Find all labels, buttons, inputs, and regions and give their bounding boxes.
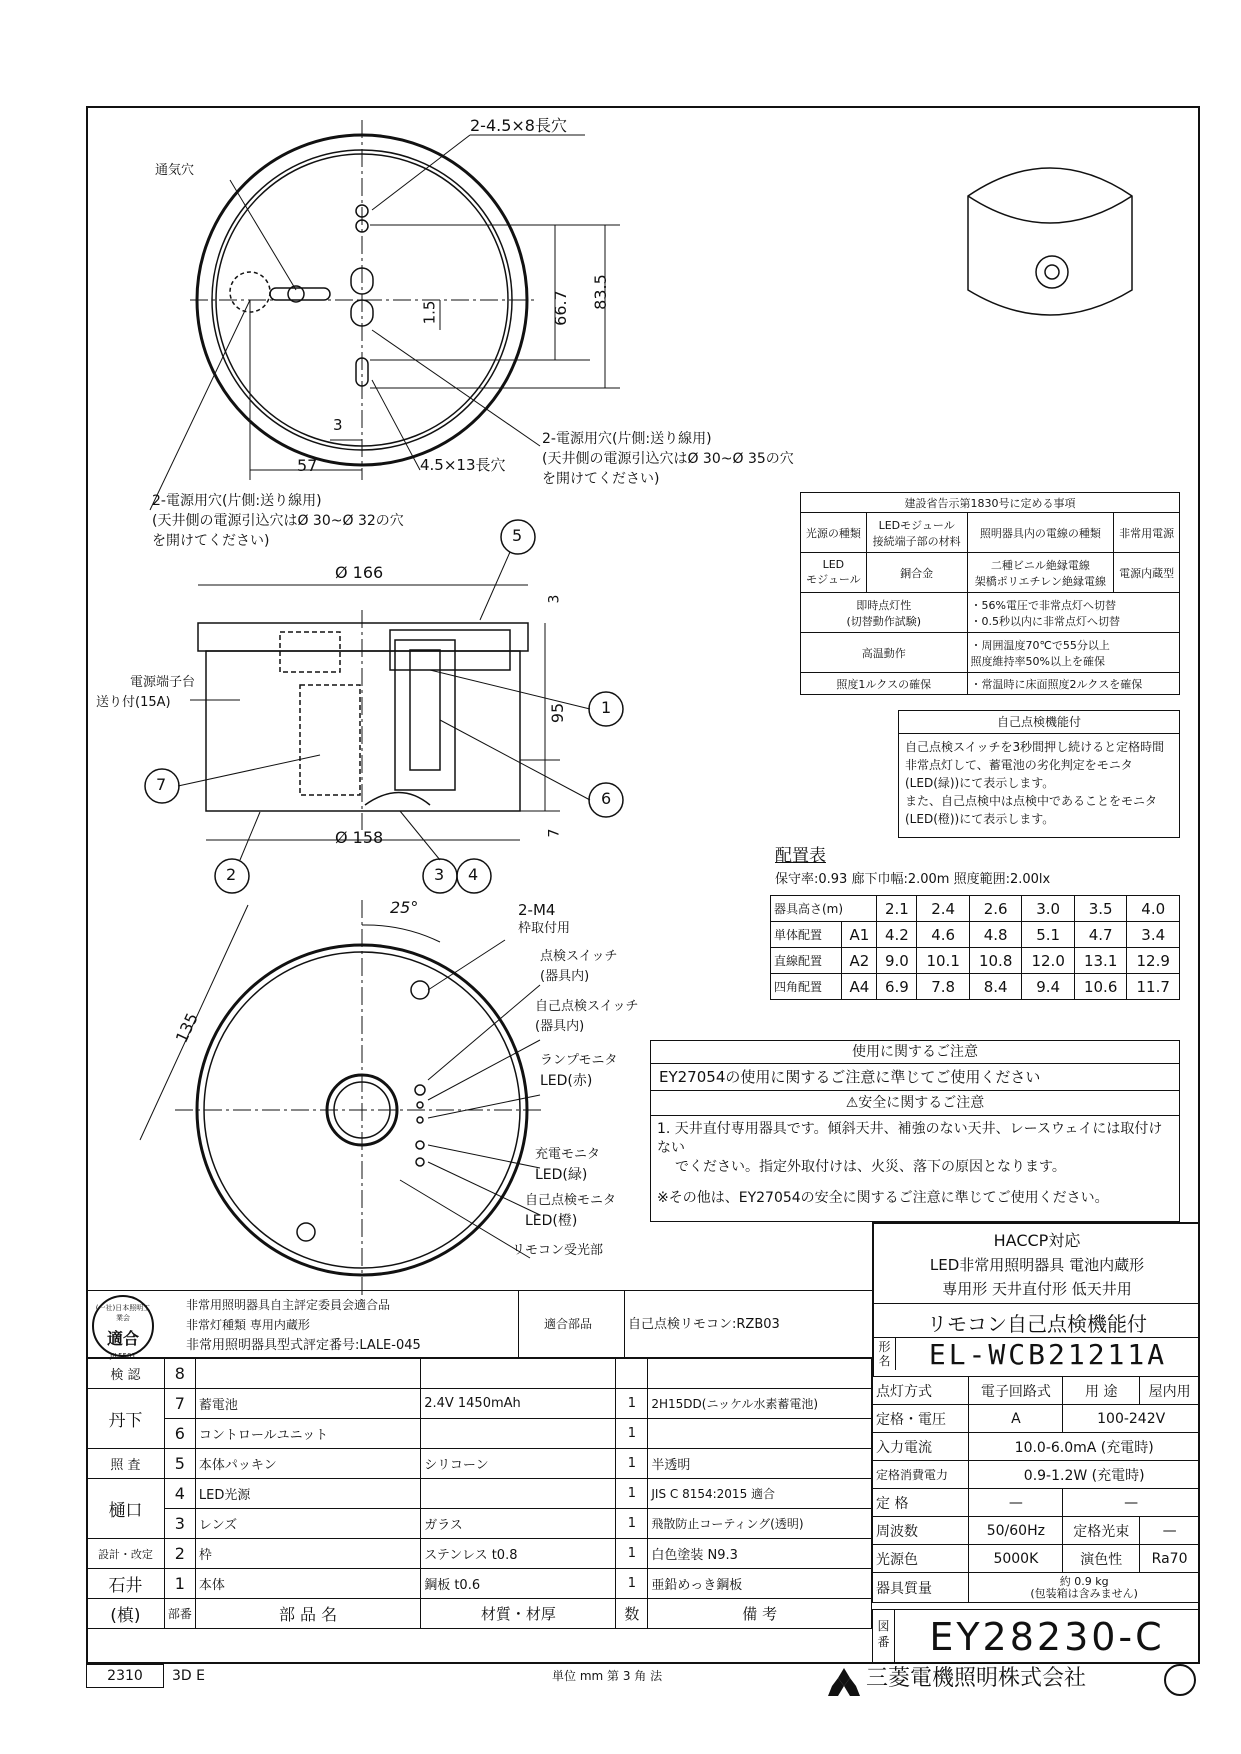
notice-1830-table [800, 492, 1180, 695]
cert-l3: 非常用照明器具型式評定番号:LALE-045 [186, 1338, 421, 1353]
pr-val: 4.7 [1074, 922, 1127, 948]
jil-seal [92, 1295, 154, 1360]
check-sw-1: 点検スイッチ [540, 949, 618, 964]
safety-line: でください。指定外取付けは、火災、落下の原因となります。 [675, 1159, 1066, 1175]
parts-header: 材質・材厚 [421, 1599, 616, 1629]
part-no: 6 [164, 1419, 195, 1449]
charge-monitor-2: LED(緑) [535, 1167, 588, 1183]
pr-val: 4.2 [877, 922, 917, 948]
pr-label: 単体配置 [771, 922, 842, 948]
part-note: 白色塗装 N9.3 [648, 1539, 872, 1569]
pr-val: 12.0 [1022, 948, 1075, 974]
company-name: 三菱電機照明株式会社 [866, 1666, 1087, 1691]
part-no: 8 [164, 1359, 195, 1389]
safety-line: ※その他は、EY27054の安全に関するご注意に準じてご使用ください。 [657, 1190, 1109, 1206]
side-dim-7: 7 [546, 828, 563, 838]
dim-57: 57 [297, 456, 318, 475]
spec-value: 5000K [969, 1545, 1063, 1573]
h2: LEDモジュール 接続端子部の材料 [866, 513, 967, 553]
hole-left-3: を開けてください) [152, 533, 270, 549]
spec-value: — [1063, 1489, 1200, 1517]
balloon-6: 6 [601, 789, 612, 808]
parts-header: 備 考 [648, 1599, 872, 1629]
pr-val: 7.8 [917, 974, 970, 1000]
part-note [648, 1359, 872, 1389]
angle-label: 25° [390, 898, 419, 917]
dim-3: 3 [333, 416, 343, 434]
spec-label: 定格光束 [1063, 1517, 1140, 1545]
pr-val: 6.9 [877, 974, 917, 1000]
part-qty: 1 [616, 1479, 648, 1509]
dim-15: 1.5 [420, 300, 439, 325]
side-dim-3: 3 [546, 594, 563, 604]
part-note: 亜鉛めっき鋼板 [648, 1569, 872, 1599]
usage-title: 使用に関するご注意 [651, 1041, 1179, 1064]
lamp-monitor-1: ランプモニタ [540, 1053, 618, 1068]
sign-cell: 樋口 [87, 1479, 165, 1539]
pr-val: 8.4 [969, 974, 1022, 1000]
selfcheck-box [898, 710, 1180, 838]
sign-cell: 設計・改定 [87, 1539, 165, 1569]
pr-val: 10.1 [917, 948, 970, 974]
pr-val: 11.7 [1127, 974, 1180, 1000]
part-name: 本体 [195, 1569, 420, 1599]
spec-label: 光源色 [873, 1545, 969, 1573]
slot-label: 2-4.5×8長穴 [470, 116, 567, 135]
part-no: 1 [164, 1569, 195, 1599]
seal-mid: 適合 [106, 1329, 139, 1348]
spec-value: 50/60Hz [969, 1517, 1063, 1545]
r2-label: 高温動作 [801, 633, 968, 673]
product-title-block [872, 1222, 1200, 1376]
part-qty: 1 [616, 1389, 648, 1419]
part-note: 2H15DD(ニッケル水素蓄電池) [648, 1389, 872, 1419]
pr-val: 13.1 [1074, 948, 1127, 974]
footer-date: 2310 [86, 1664, 164, 1688]
spec-value: — [1140, 1517, 1200, 1545]
safety-title: ⚠安全に関するご注意 [651, 1091, 1179, 1116]
pr-val: 4.8 [969, 922, 1022, 948]
spec-label: 器具質量 [873, 1573, 969, 1603]
selfcheck-line: また、自己点検中は点検中であることをモニタ [905, 794, 1158, 808]
part-no: 4 [164, 1479, 195, 1509]
part-qty [616, 1359, 648, 1389]
selfcheck-line: (LED(橙))にて表示します。 [905, 812, 1055, 826]
part-no: 5 [164, 1449, 195, 1479]
spec-label: 定格・電圧 [873, 1405, 969, 1433]
spec-value: 0.9-1.2W (充電時) [969, 1461, 1200, 1489]
spec-label: 周波数 [873, 1517, 969, 1545]
parts-header: 部番 [164, 1599, 195, 1629]
selfcheck-monitor-1: 自己点検モニタ [525, 1193, 617, 1208]
r3-value: ・常温時に床面照度2ルクスを確保 [967, 673, 1179, 695]
charge-monitor-1: 充電モニタ [535, 1147, 601, 1162]
mitsubishi-logo-icon [826, 1666, 862, 1698]
safety-line: 1. 天井直付専用器具です。傾斜天井、補強のない天井、レースウェイには取付けない [657, 1121, 1163, 1156]
r1-label: 即時点灯性 (切替動作試験) [801, 593, 968, 633]
product-t2: LED非常用照明器具 電池内蔵形 [929, 1256, 1145, 1274]
v4: 電源内蔵型 [1114, 553, 1180, 593]
part-qty: 1 [616, 1539, 648, 1569]
model-number: EL-WCB21211A [928, 1337, 1168, 1371]
sign-cell: 検 認 [87, 1359, 165, 1389]
balloon-5: 5 [512, 526, 523, 545]
spec-value: — [969, 1489, 1063, 1517]
ph4: 3.0 [1022, 896, 1075, 922]
part-mat: シリコーン [421, 1449, 616, 1479]
balloon-1: 1 [601, 698, 612, 717]
dia-158: Ø 158 [335, 828, 384, 847]
balloon-7: 7 [156, 775, 167, 794]
dim-83: 83.5 [590, 274, 610, 310]
spec-value: Ra70 [1140, 1545, 1200, 1573]
drawing-number: EY28230-C [929, 1614, 1165, 1659]
part-note [648, 1419, 872, 1449]
pr-code: A2 [842, 948, 877, 974]
cert-l1: 非常用照明器具自主評定委員会適合品 [186, 1298, 391, 1312]
slot2-label: 4.5×13長穴 [420, 456, 506, 474]
terminal-label-1: 電源端子台 [130, 675, 196, 690]
ph0: 器具高さ(m) [771, 896, 877, 922]
spec-value: 約 0.9 kg (包装箱は含みません) [969, 1573, 1200, 1603]
r3-label: 照度1ルクスの確保 [801, 673, 968, 695]
m4-1: 2-M4 [518, 901, 556, 919]
pr-val: 5.1 [1022, 922, 1075, 948]
part-name: 蓄電池 [195, 1389, 420, 1419]
part-qty: 1 [616, 1509, 648, 1539]
spec-label: 演色性 [1063, 1545, 1140, 1573]
part-mat [421, 1419, 616, 1449]
self-sw-2: (器具内) [535, 1019, 585, 1034]
product-t3: 専用形 天井直付形 低天井用 [942, 1280, 1132, 1298]
part-note: 半透明 [648, 1449, 872, 1479]
product-t1: HACCP対応 [993, 1231, 1081, 1250]
dia-166: Ø 166 [335, 563, 384, 582]
spec-label: 定格消費電力 [873, 1461, 969, 1489]
usage-box [650, 1040, 1180, 1222]
spec-value: A [969, 1405, 1063, 1433]
part-no: 2 [164, 1539, 195, 1569]
spec-label: 定 格 [873, 1489, 969, 1517]
hole-left-1: 2-電源用穴(片側:送り線用) [152, 493, 322, 509]
v3: 二種ビニル絶縁電線 架橋ポリエチレン絶縁電線 [967, 553, 1114, 593]
dim-66: 66.7 [550, 290, 570, 326]
part-no: 3 [164, 1509, 195, 1539]
hole-right-1: 2-電源用穴(片側:送り線用) [542, 431, 712, 447]
side-dim-95: 95 [548, 702, 568, 724]
specs-table [872, 1376, 1200, 1603]
h3: 照明器具内の電線の種類 [967, 513, 1114, 553]
sign-cell: 照 査 [87, 1449, 165, 1479]
pr-code: A4 [842, 974, 877, 1000]
pr-val: 10.8 [969, 948, 1022, 974]
spec-value: 10.0-6.0mA (充電時) [969, 1433, 1200, 1461]
sign-cell: 丹下 [87, 1389, 165, 1449]
self-sw-1: 自己点検スイッチ [535, 999, 639, 1014]
spec-label: 入力電流 [873, 1433, 969, 1461]
r2-value: ・周囲温度70℃で55分以上 照度維持率50%以上を確保 [967, 633, 1179, 673]
h4: 非常用電源 [1114, 513, 1180, 553]
pr-label: 四角配置 [771, 974, 842, 1000]
selfcheck-monitor-2: LED(橙) [525, 1213, 578, 1229]
part-note: 飛散防止コーティング(透明) [648, 1509, 872, 1539]
hole-right-3: を開けてください) [542, 471, 660, 487]
v2: 銅合金 [866, 553, 967, 593]
sign-cell: (槙) [87, 1599, 165, 1629]
drawing-number-block [872, 1609, 1200, 1664]
part-name: 枠 [195, 1539, 420, 1569]
spec-value: 100-242V [1063, 1405, 1200, 1433]
h1: 光源の種類 [801, 513, 867, 553]
spec-label: 点灯方式 [873, 1377, 969, 1405]
product-t4: リモコン自己点検機能付 [874, 1303, 1200, 1337]
part-mat: ステンレス t0.8 [421, 1539, 616, 1569]
parts-label: 適合部品 [544, 1317, 593, 1331]
pr-val: 12.9 [1127, 948, 1180, 974]
selfcheck-line: 非常点灯して、蓄電池の劣化判定をモニタ [905, 758, 1133, 772]
footer-code: 3D E [172, 1668, 205, 1684]
pr-val: 4.6 [917, 922, 970, 948]
zuban-label: 図番 [873, 1610, 895, 1663]
seal-top: (一社)日本照明工業会 [95, 1304, 151, 1322]
part-no: 7 [164, 1389, 195, 1419]
vent-label: 通気穴 [155, 163, 195, 178]
notice-title: 建設省告示第1830号に定める事項 [801, 493, 1180, 513]
seal-bottom: JIL5501 [110, 1352, 136, 1360]
hole-left-2: (天井側の電源引込穴はØ 30~Ø 32の穴 [152, 513, 404, 529]
part-name: コントロールユニット [195, 1419, 420, 1449]
placement-table [770, 895, 1180, 1000]
parts-header: 数 [616, 1599, 648, 1629]
part-mat: ガラス [421, 1509, 616, 1539]
pr-val: 10.6 [1074, 974, 1127, 1000]
ph2: 2.4 [917, 896, 970, 922]
part-note: JIS C 8154:2015 適合 [648, 1479, 872, 1509]
parts-header: 部 品 名 [195, 1599, 420, 1629]
lamp-monitor-2: LED(赤) [540, 1073, 593, 1089]
stamp-circle-icon [1164, 1664, 1196, 1696]
part-mat: 2.4V 1450mAh [421, 1389, 616, 1419]
r1-value: ・56%電圧で非常点灯へ切替 ・0.5秒以内に非常点灯へ切替 [967, 593, 1179, 633]
pr-val: 9.4 [1022, 974, 1075, 1000]
warning-icon: ⚠ [845, 1095, 859, 1111]
usage-text: EY27054の使用に関するご注意に準じてご使用ください [651, 1064, 1179, 1091]
check-sw-2: (器具内) [540, 969, 590, 984]
cert-block [86, 1290, 872, 1358]
spec-value: 電子回路式 [969, 1377, 1063, 1405]
pr-label: 直線配置 [771, 948, 842, 974]
spec-label: 用 途 [1063, 1377, 1140, 1405]
selfcheck-title: 自己点検機能付 [899, 711, 1179, 734]
pr-code: A1 [842, 922, 877, 948]
ph6: 4.0 [1127, 896, 1180, 922]
remote-receiver: リモコン受光部 [512, 1243, 604, 1258]
footer-unit: 単位 mm 第 3 角 法 [552, 1669, 663, 1683]
part-qty: 1 [616, 1419, 648, 1449]
selfcheck-line: (LED(緑))にて表示します。 [905, 776, 1055, 790]
part-mat [421, 1479, 616, 1509]
dim-135: 135 [171, 1009, 202, 1046]
cert-l2: 非常灯種類 専用内蔵形 [186, 1318, 310, 1332]
remote-model: 自己点検リモコン:RZB03 [628, 1317, 780, 1332]
parts-table [86, 1358, 872, 1629]
spec-value: 屋内用 [1140, 1377, 1200, 1405]
pr-val: 9.0 [877, 948, 917, 974]
balloon-4: 4 [468, 865, 479, 884]
placement-title: 配置表 [775, 846, 826, 866]
hole-right-2: (天井側の電源引込穴はØ 30~Ø 35の穴 [542, 451, 794, 467]
part-qty: 1 [616, 1569, 648, 1599]
terminal-label-2: 送り付(15A) [96, 695, 171, 710]
part-mat [421, 1359, 616, 1389]
pr-val: 3.4 [1127, 922, 1180, 948]
placement-conditions: 保守率:0.93 廊下巾幅:2.00m 照度範囲:2.00lx [775, 872, 1051, 887]
m4-2: 枠取付用 [518, 921, 571, 936]
part-name: レンズ [195, 1509, 420, 1539]
v1: LED モジュール [801, 553, 867, 593]
sign-cell: 石井 [87, 1569, 165, 1599]
kata-label: 形名 [874, 1338, 896, 1370]
part-name [195, 1359, 420, 1389]
part-qty: 1 [616, 1449, 648, 1479]
part-name: 本体パッキン [195, 1449, 420, 1479]
ph1: 2.1 [877, 896, 917, 922]
part-mat: 鋼板 t0.6 [421, 1569, 616, 1599]
balloon-3: 3 [434, 865, 445, 884]
part-name: LED光源 [195, 1479, 420, 1509]
ph3: 2.6 [969, 896, 1022, 922]
ph5: 3.5 [1074, 896, 1127, 922]
selfcheck-line: 自己点検スイッチを3秒間押し続けると定格時間 [905, 740, 1165, 754]
balloon-2: 2 [226, 865, 237, 884]
